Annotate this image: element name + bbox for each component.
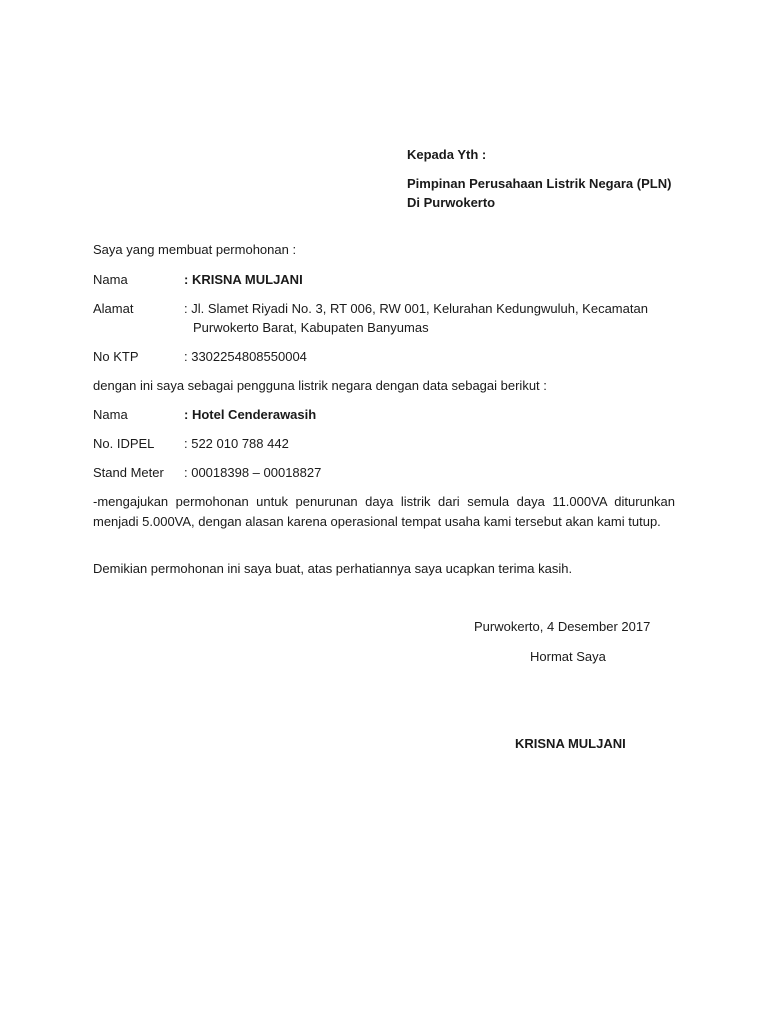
closing-paragraph: Demikian permohonan ini saya buat, atas perhatiannya saya ucapkan terima kasih. xyxy=(93,561,573,576)
applicant-ktp-value: : 3302254808550004 xyxy=(184,349,307,364)
applicant-address-label: Alamat xyxy=(93,301,134,316)
recipient-line2: Di Purwokerto xyxy=(407,195,496,210)
customer-name-label: Nama xyxy=(93,407,128,422)
signature-regards: Hormat Saya xyxy=(530,649,606,664)
request-paragraph: -mengajukan permohonan untuk penurunan daya listrik dari semula daya 11.000VA diturunkan menjadi 5.000VA, dengan alasan karena operasional tempat usaha kami tersebut akan kami tutup. xyxy=(93,494,675,529)
applicant-ktp-label: No KTP xyxy=(93,349,139,364)
signature-name: KRISNA MULJANI xyxy=(515,736,626,751)
customer-meter-label: Stand Meter xyxy=(93,465,164,480)
recipient-greeting: Kepada Yth : xyxy=(407,147,487,162)
customer-name-value: : Hotel Cenderawasih xyxy=(184,407,317,422)
applicant-name-value: : KRISNA MULJANI xyxy=(184,272,303,287)
customer-idpel-label: No. IDPEL xyxy=(93,436,155,451)
applicant-intro: Saya yang membuat permohonan : xyxy=(93,242,297,257)
applicant-name-label: Nama xyxy=(93,272,128,287)
recipient-line1: Pimpinan Perusahaan Listrik Negara (PLN) xyxy=(407,176,672,191)
signature-place-date: Purwokerto, 4 Desember 2017 xyxy=(474,619,651,634)
customer-idpel-value: : 522 010 788 442 xyxy=(184,436,289,451)
applicant-address-line1: : Jl. Slamet Riyadi No. 3, RT 006, RW 001, Kelurahan Kedungwuluh, Kecamatan xyxy=(184,301,648,316)
customer-meter-value: : 00018398 – 00018827 xyxy=(184,465,322,480)
customer-intro: dengan ini saya sebagai pengguna listrik negara dengan data sebagai berikut : xyxy=(93,378,547,393)
applicant-address-line2: Purwokerto Barat, Kabupaten Banyumas xyxy=(193,320,429,335)
